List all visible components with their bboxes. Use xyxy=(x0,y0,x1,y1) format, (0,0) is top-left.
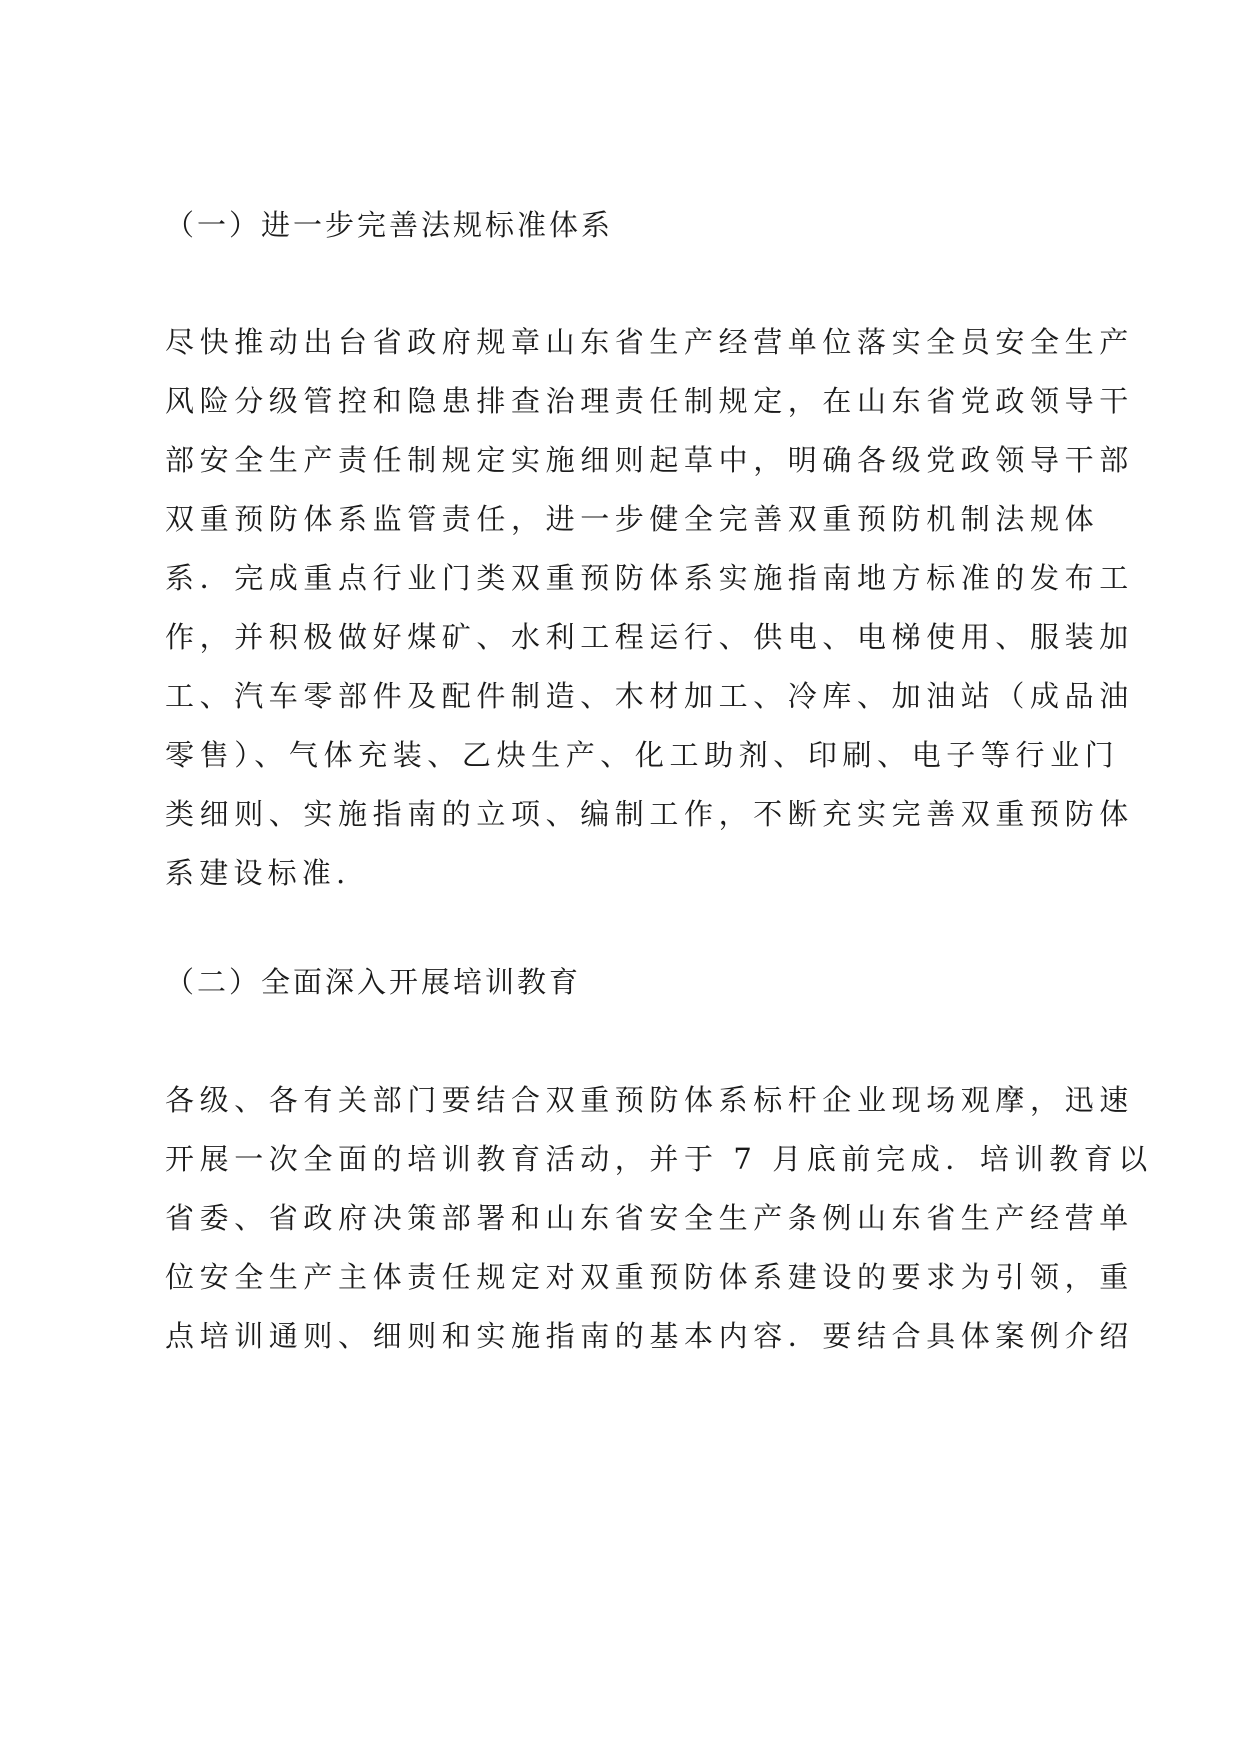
paragraph-line: 位安全生产主体责任规定对双重预防体系建设的要求为引领，重 xyxy=(165,1260,1134,1294)
paragraph-line: 尽快推动出台省政府规章山东省生产经营单位落实全员安全生产 xyxy=(165,325,1134,359)
paragraph-line: 作，并积极做好煤矿、水利工程运行、供电、电梯使用、服装加 xyxy=(165,620,1134,654)
section-heading: （一）进一步完善法规标准体系 xyxy=(165,208,614,242)
paragraph-line: 各级、各有关部门要结合双重预防体系标杆企业现场观摩，迅速 xyxy=(165,1083,1134,1117)
paragraph-line: 点培训通则、细则和实施指南的基本内容．要结合具体案例介绍 xyxy=(165,1319,1134,1353)
paragraph-line: 零售）、气体充装、乙炔生产、化工助剂、印刷、电子等行业门 xyxy=(165,738,1120,772)
paragraph-line: 系建设标准. xyxy=(165,856,351,890)
paragraph-line: 系．完成重点行业门类双重预防体系实施指南地方标准的发布工 xyxy=(165,561,1134,595)
paragraph-line: 开展一次全面的培训教育活动，并于 7 月底前完成．培训教育以 xyxy=(165,1142,1153,1176)
paragraph-line: 类细则、实施指南的立项、编制工作，不断充实完善双重预防体 xyxy=(165,797,1134,831)
paragraph-line: 省委、省政府决策部署和山东省安全生产条例山东省生产经营单 xyxy=(165,1201,1134,1235)
paragraph-line: 部安全生产责任制规定实施细则起草中，明确各级党政领导干部 xyxy=(165,443,1134,477)
section-heading: （二）全面深入开展培训教育 xyxy=(165,965,582,999)
paragraph-line: 工、汽车零部件及配件制造、木材加工、冷库、加油站（成品油 xyxy=(165,679,1134,713)
paragraph-line: 风险分级管控和隐患排查治理责任制规定，在山东省党政领导干 xyxy=(165,384,1134,418)
paragraph-line: 双重预防体系监管责任，进一步健全完善双重预防机制法规体 xyxy=(165,502,1100,536)
